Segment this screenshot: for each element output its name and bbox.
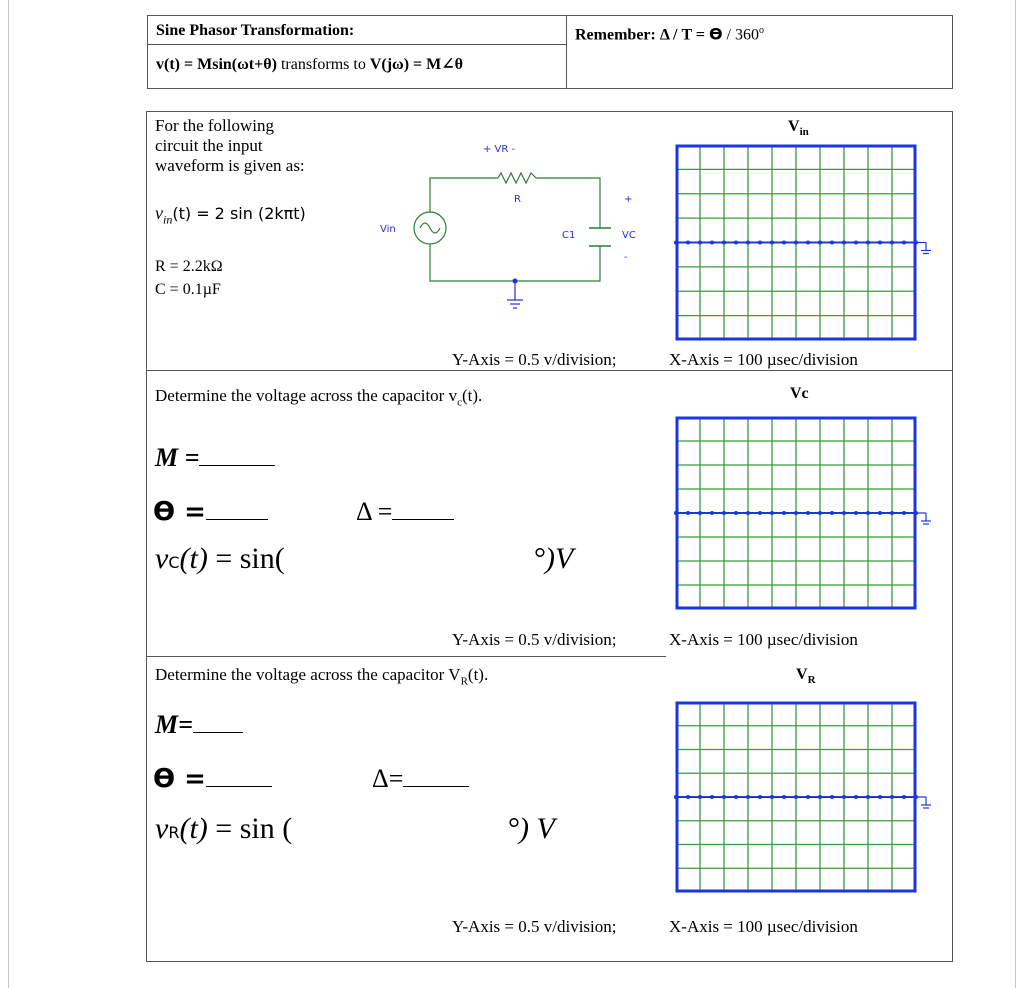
r-value: R = 2.2kΩ [155, 258, 223, 275]
remember-text: Remember: Δ / T = [575, 26, 709, 44]
vr-label: + VR - [483, 144, 516, 155]
reference-dot [878, 511, 882, 515]
formula-v: v(t) = [156, 56, 198, 73]
reference-dot [818, 511, 822, 515]
reference-dot [866, 511, 870, 515]
scope-grid-svg [676, 417, 936, 609]
reference-dot [722, 511, 726, 515]
intro-line-3: waveform is given as: [155, 156, 305, 175]
reference-dot [794, 241, 798, 245]
formula-msin: Msin( [197, 56, 238, 73]
reference-dot [878, 795, 882, 799]
vc-theta-row: ϴ = [153, 497, 268, 527]
vr-theta-blank[interactable] [206, 780, 272, 787]
reference-dot [722, 241, 726, 245]
vc-theta-blank[interactable] [206, 513, 268, 520]
reference-dot [866, 795, 870, 799]
caption-y-vin: Y-Axis = 0.5 v/division; [452, 350, 617, 369]
vr-delta-row: Δ= [372, 764, 469, 794]
reference-dot [854, 511, 858, 515]
page-edge-left [8, 0, 9, 988]
reference-dot [674, 241, 678, 245]
formula-arg: ωt+θ) [237, 56, 277, 73]
remember-degree: o [759, 25, 764, 36]
formula-mid: transforms to [276, 56, 370, 73]
reference-dot [830, 795, 834, 799]
reference-dot [710, 241, 714, 245]
reference-dot [842, 511, 846, 515]
scope-title-vr: $V_R$ [796, 666, 816, 687]
oscilloscope-grid-vr [676, 702, 916, 892]
problem-intro [155, 116, 305, 176]
reference-dot [782, 511, 786, 515]
oscilloscope-grid-vc [676, 417, 916, 609]
vc-plus: + [624, 194, 633, 205]
reference-dot [758, 241, 762, 245]
vc-equation-tail: °)V [533, 542, 574, 575]
vc-delta-row: Δ = [356, 497, 454, 527]
reference-dot [902, 511, 906, 515]
reference-dot [782, 241, 786, 245]
vc-label: VC [622, 230, 636, 241]
reference-dot [674, 511, 678, 515]
reference-dot [746, 795, 750, 799]
remember-theta: ϴ [708, 24, 723, 44]
reference-dot [710, 511, 714, 515]
reference-dot [830, 241, 834, 245]
intro-line-1: For the following [155, 116, 274, 135]
vr-equation-tail: °) V [507, 812, 555, 845]
page-edge-right [1015, 0, 1016, 988]
reference-dot [758, 511, 762, 515]
capacitor-symbol [589, 228, 611, 246]
header-title: Sine Phasor Transformation: [156, 22, 355, 39]
caption-x-vc: X-Axis = 100 µsec/division [669, 630, 858, 649]
vc-magnitude-blank[interactable] [199, 459, 275, 466]
equation-sub: in [163, 212, 173, 227]
reference-dot [710, 795, 714, 799]
vc-equation: vC(t) = sin( [155, 542, 285, 575]
reference-dot [806, 241, 810, 245]
vc-minus: - [624, 252, 628, 263]
vr-equation: vR(t) = sin ( [155, 812, 293, 845]
reference-dot [902, 241, 906, 245]
reference-dot [806, 795, 810, 799]
reference-dot [806, 511, 810, 515]
caption-x-vin: X-Axis = 100 µsec/division [669, 350, 858, 369]
vin-label: Vin [380, 224, 396, 235]
reference-dot [854, 241, 858, 245]
reference-dot [878, 241, 882, 245]
resistor-symbol [498, 173, 536, 183]
c1-label: C1 [562, 230, 576, 241]
formula-V: V(jω) = M [369, 56, 442, 73]
reference-dot [722, 795, 726, 799]
caption-x-vr: X-Axis = 100 µsec/division [669, 917, 858, 936]
reference-dot [842, 795, 846, 799]
formula-angle: ∠θ [441, 56, 464, 73]
scope-title-vc: Vc [790, 385, 809, 402]
oscilloscope-grid-vin [676, 145, 916, 340]
header-divider-horizontal [147, 44, 566, 45]
reference-dot [770, 511, 774, 515]
intro-line-2: circuit the input [155, 136, 263, 155]
vr-magnitude-blank[interactable] [193, 726, 243, 733]
reference-dot [686, 511, 690, 515]
remember-note [575, 22, 764, 44]
reference-dot [890, 795, 894, 799]
reference-dot [674, 795, 678, 799]
reference-dot [698, 795, 702, 799]
reference-dot [698, 511, 702, 515]
equation-rhs: (t) = 2 sin (2kπt) [172, 204, 306, 223]
reference-dot [758, 795, 762, 799]
vc-prompt: Determine the voltage across the capacitor $v_c(t)$. [155, 386, 483, 409]
reference-dot [734, 511, 738, 515]
reference-dot [818, 241, 822, 245]
remember-tail: / 360 [722, 26, 759, 44]
r-label: R [514, 194, 521, 205]
reference-dot [734, 795, 738, 799]
scope-grid-svg [676, 145, 936, 340]
caption-y-vr: Y-Axis = 0.5 v/division; [452, 917, 617, 936]
reference-dot [794, 795, 798, 799]
reference-dot [746, 241, 750, 245]
input-equation [155, 203, 306, 228]
vr-delta-blank[interactable] [403, 780, 469, 787]
vr-theta-row: ϴ = [153, 764, 272, 794]
reference-dot [854, 795, 858, 799]
reference-dot [830, 511, 834, 515]
reference-dot [890, 241, 894, 245]
vc-magnitude-row: M = [155, 443, 275, 473]
sine-wave-icon [420, 223, 440, 233]
reference-dot [686, 241, 690, 245]
c-value: C = 0.1µF [155, 281, 221, 298]
reference-dot [746, 511, 750, 515]
vr-magnitude-row: M= [155, 710, 243, 740]
reference-dot [842, 241, 846, 245]
reference-dot [698, 241, 702, 245]
reference-dot [782, 795, 786, 799]
reference-dot [770, 241, 774, 245]
reference-dot [818, 795, 822, 799]
ground-icon [507, 281, 523, 308]
vr-prompt: Determine the voltage across the capacitor $V_R(t)$. [155, 665, 489, 688]
header-divider-vertical [566, 15, 567, 89]
vc-delta-blank[interactable] [392, 513, 454, 520]
caption-y-vc: Y-Axis = 0.5 v/division; [452, 630, 617, 649]
row-divider-2 [146, 656, 666, 657]
reference-dot [794, 511, 798, 515]
reference-dot [866, 241, 870, 245]
reference-dot [734, 241, 738, 245]
reference-dot [902, 795, 906, 799]
reference-dot [890, 511, 894, 515]
reference-dot [770, 795, 774, 799]
reference-dot [686, 795, 690, 799]
scope-grid-svg [676, 702, 936, 892]
equation-v: v [155, 203, 163, 223]
scope-title-vin: $V_{in}$ [788, 118, 809, 139]
rc-circuit-diagram [376, 136, 646, 316]
header-formula [156, 56, 463, 74]
